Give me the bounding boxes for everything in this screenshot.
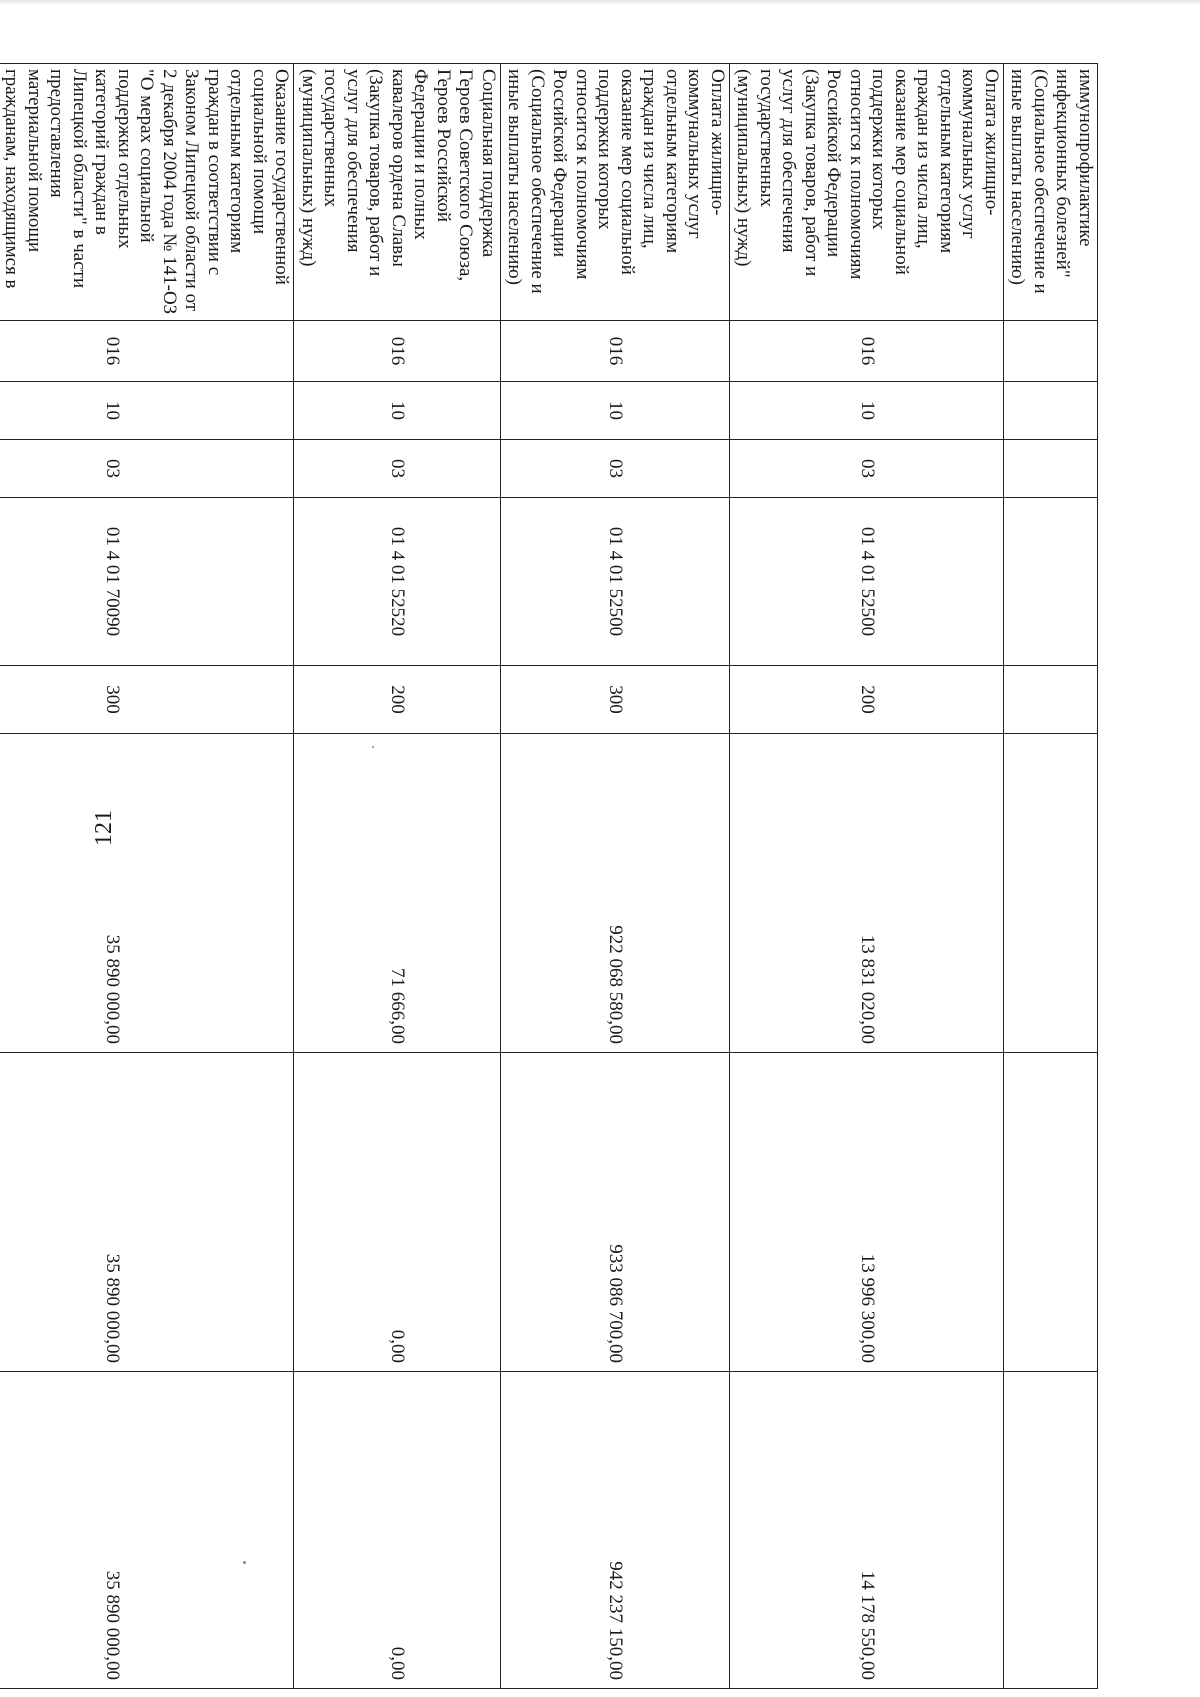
subsection-code: 03 [730, 440, 1004, 498]
subsection-code [1004, 440, 1098, 498]
subsection-code: 03 [501, 440, 730, 498]
grbs-code: 016 [730, 321, 1004, 382]
expense-type-code [1004, 666, 1098, 734]
expense-name: Социальная поддержка Героев Советского Союза, Героев Российской Федерации и полных кавалеров ордена Славы (Закупка товаров, работ и услуг для обеспечения государственных (муниципальных) нужд) [294, 64, 501, 321]
target-article-code: 01 4 01 52500 [730, 498, 1004, 666]
expense-type-code: 200 [730, 666, 1004, 734]
section-code [1004, 382, 1098, 440]
target-article-code: 01 4 01 52520 [294, 498, 501, 666]
amount-year-3 [1004, 1372, 1098, 1689]
grbs-code [1004, 321, 1098, 382]
subsection-code: 03 [294, 440, 501, 498]
budget-table [0, 63, 1098, 1689]
scan-edge [0, 0, 1200, 6]
amount-year-2: 13 996 300,00 [730, 1053, 1004, 1372]
grbs-code: 016 [501, 321, 730, 382]
target-article-code [1004, 498, 1098, 666]
expense-name: иммунопрофилактике инфекционных болезней" (Социальное обеспечение и иные выплаты населению) [1004, 64, 1098, 321]
amount-year-1 [1004, 734, 1098, 1053]
amount-year-3: 14 178 550,00 [730, 1372, 1004, 1689]
amount-year-1: 71 666,00 [294, 734, 501, 1053]
amount-year-3: 0,00 [294, 1372, 501, 1689]
amount-year-2: 35 890 000,00 [0, 1053, 294, 1372]
page-number: 121 [91, 810, 117, 846]
subsection-code: 03 [0, 440, 294, 498]
amount-year-2: 933 086 700,00 [501, 1053, 730, 1372]
grbs-code: 016 [294, 321, 501, 382]
grbs-code: 016 [0, 321, 294, 382]
amount-year-3: 35 890 000,00 [0, 1372, 294, 1689]
amount-year-1: 13 831 020,00 [730, 734, 1004, 1053]
section-code: 10 [0, 382, 294, 440]
table-row [294, 64, 501, 1689]
target-article-code: 01 4 01 52500 [501, 498, 730, 666]
section-code: 10 [294, 382, 501, 440]
expense-name: Оказание государственной социальной помощи отдельным категориям граждан в соответствии с Законом Липецкой области от 2 декабря 2004 года № 141-ОЗ "О мерах социальной поддержки отдельных категорий граждан в Липецкой области" в части предоставления материальной помощи гражданам, находящимся в [0, 64, 294, 321]
amount-year-2: 0,00 [294, 1053, 501, 1372]
expense-type-code: 200 [294, 666, 501, 734]
expense-type-code: 300 [501, 666, 730, 734]
amount-year-2 [1004, 1053, 1098, 1372]
amount-year-1: 35 890 000,00 [0, 734, 294, 1053]
table-row [730, 64, 1004, 1689]
section-code: 10 [730, 382, 1004, 440]
amount-year-3: 942 237 150,00 [501, 1372, 730, 1689]
amount-year-1: 922 068 580,00 [501, 734, 730, 1053]
target-article-code: 01 4 01 70090 [0, 498, 294, 666]
expense-name: Оплата жилищно-коммунальных услуг отдельным категориям граждан из числа лиц, оказание мер социальной поддержки которых относится к полномочиям Российской Федерации (Закупка товаров, работ и услуг для обеспечения государственных (муниципальных) нужд) [730, 64, 1004, 321]
expense-name: Оплата жилищно-коммунальных услуг отдельным категориям граждан из числа лиц, оказание мер социальной поддержки которых относится к полномочиям Российской Федерации (Социальное обеспечение и иные выплаты населению) [501, 64, 730, 321]
table-row [501, 64, 730, 1689]
table-row [1004, 64, 1098, 1689]
section-code: 10 [501, 382, 730, 440]
expense-type-code: 300 [0, 666, 294, 734]
table-row [0, 64, 294, 1689]
